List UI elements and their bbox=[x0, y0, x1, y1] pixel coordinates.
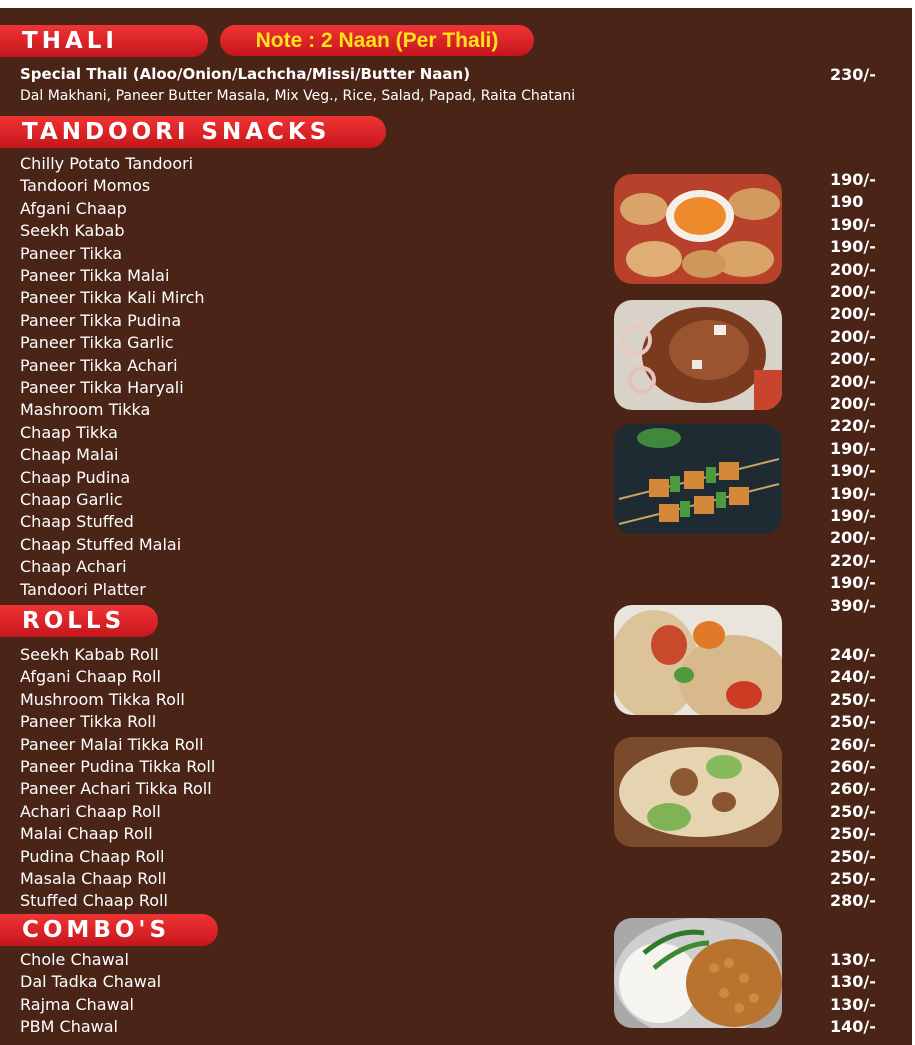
menu-item-name: Chaap Achari bbox=[20, 557, 127, 577]
menu-item-price: 390/- bbox=[830, 595, 876, 615]
skewer-photo bbox=[614, 424, 782, 534]
menu-item-price: 240/- bbox=[830, 667, 876, 687]
menu-item-name: Masala Chaap Roll bbox=[20, 869, 167, 888]
menu-item-name: PBM Chawal bbox=[20, 1017, 118, 1037]
menu-item-price: 260/- bbox=[830, 734, 876, 754]
menu-item-price: 190/- bbox=[830, 170, 876, 189]
menu-item-price: 200/- bbox=[830, 282, 876, 301]
tandoori-banner: TANDOORI SNACKS bbox=[0, 116, 386, 148]
chole-rice-photo bbox=[614, 918, 782, 1028]
menu-item-price: 220/- bbox=[830, 416, 876, 436]
menu-item-name: Seekh Kabab bbox=[20, 221, 125, 241]
menu-item-price: 130/- bbox=[830, 994, 876, 1014]
menu-item-price: 190/- bbox=[830, 438, 876, 458]
menu-item-price: 140/- bbox=[830, 1017, 876, 1037]
roll-photo bbox=[614, 605, 782, 715]
menu-item-price: 200/- bbox=[830, 394, 876, 413]
menu-item-name: Pudina Chaap Roll bbox=[20, 846, 165, 866]
menu-item-price: 250/- bbox=[830, 846, 876, 866]
combos-banner: COMBO'S bbox=[0, 914, 218, 946]
menu-item-price: 250/- bbox=[830, 712, 876, 732]
menu-item-price: 200/- bbox=[830, 349, 876, 369]
rolls-banner: ROLLS bbox=[0, 605, 158, 637]
menu-item-name: Paneer Achari Tikka Roll bbox=[20, 779, 212, 799]
menu-item-name: Chaap Pudina bbox=[20, 467, 131, 487]
menu-item-name: Chaap Garlic bbox=[20, 490, 123, 509]
menu-item-name: Paneer Pudina Tikka Roll bbox=[20, 757, 216, 776]
menu-item-price: 250/- bbox=[830, 824, 876, 844]
menu-item-name: Mushroom Tikka Roll bbox=[20, 689, 185, 709]
menu-item-name: Achari Chaap Roll bbox=[20, 801, 161, 821]
menu-item-price: 200/- bbox=[830, 326, 876, 346]
menu-item-price: 200/- bbox=[830, 304, 876, 324]
menu-item-price: 130/- bbox=[830, 950, 876, 969]
menu-item-price: 190/- bbox=[830, 573, 876, 593]
wrap-photo bbox=[614, 737, 782, 847]
menu-item-name: Paneer Tikka bbox=[20, 243, 123, 263]
menu-item-price: 190/- bbox=[830, 506, 876, 525]
menu-page bbox=[0, 8, 912, 1045]
menu-item-name: Afgani Chaap Roll bbox=[20, 667, 161, 687]
menu-item-price: 240/- bbox=[830, 645, 876, 664]
menu-item-name: Chole Chawal bbox=[20, 950, 129, 969]
menu-item-price: 260/- bbox=[830, 779, 876, 799]
menu-item-name: Paneer Tikka Roll bbox=[20, 712, 157, 732]
menu-item-price: 190/- bbox=[830, 483, 876, 503]
menu-item-name: Malai Chaap Roll bbox=[20, 824, 153, 844]
menu-item-name: Paneer Tikka Garlic bbox=[20, 333, 174, 353]
menu-item-name: Paneer Malai Tikka Roll bbox=[20, 734, 204, 754]
menu-item-name: Tandoori Platter bbox=[20, 579, 146, 599]
tikka-photo bbox=[614, 300, 782, 410]
menu-item-name: Paneer Tikka Kali Mirch bbox=[20, 288, 205, 308]
menu-item-price: 190/- bbox=[830, 237, 876, 257]
special-thali-description: Dal Makhani, Paneer Butter Masala, Mix Veg., Rice, Salad, Papad, Raita Chatani bbox=[20, 88, 576, 104]
menu-item-name: Dal Tadka Chawal bbox=[20, 972, 162, 992]
menu-item-price: 200/- bbox=[830, 371, 876, 391]
menu-item-name: Chaap Tikka bbox=[20, 422, 118, 442]
menu-item-name: Mashroom Tikka bbox=[20, 400, 151, 420]
menu-item-price: 200/- bbox=[830, 259, 876, 279]
menu-item-price: 250/- bbox=[830, 801, 876, 821]
menu-item-price: 190/- bbox=[830, 461, 876, 481]
menu-item-name: Rajma Chawal bbox=[20, 994, 134, 1014]
menu-item-name: Chaap Stuffed Malai bbox=[20, 534, 182, 554]
menu-item-name: Paneer Tikka Malai bbox=[20, 266, 170, 285]
menu-item-name: Stuffed Chaap Roll bbox=[20, 891, 168, 911]
menu-item-price: 190/- bbox=[830, 214, 876, 234]
menu-item-price: 130/- bbox=[830, 972, 876, 992]
special-thali-name: Special Thali (Aloo/Onion/Lachcha/Missi/Butter Naan) bbox=[20, 65, 471, 83]
menu-item-name: Tandoori Momos bbox=[20, 176, 151, 196]
menu-item-name: Seekh Kabab Roll bbox=[20, 645, 159, 664]
menu-item-name: Afgani Chaap bbox=[20, 198, 127, 218]
menu-item-price: 190 bbox=[830, 192, 864, 212]
menu-item-name: Paneer Tikka Haryali bbox=[20, 378, 184, 397]
menu-item-price: 280/- bbox=[830, 891, 876, 911]
menu-item-name: Paneer Tikka Achari bbox=[20, 355, 178, 375]
menu-item-price: 220/- bbox=[830, 550, 876, 570]
menu-item-name: Chaap Malai bbox=[20, 445, 119, 465]
special-thali-price: 230/- bbox=[830, 65, 876, 84]
menu-item-price: 200/- bbox=[830, 528, 876, 548]
menu-item-name: Paneer Tikka Pudina bbox=[20, 310, 182, 330]
menu-item-price: 250/- bbox=[830, 689, 876, 709]
momos-photo bbox=[614, 174, 782, 284]
menu-item-name: Chaap Stuffed bbox=[20, 512, 134, 532]
menu-item-name: Chilly Potato Tandoori bbox=[20, 154, 194, 173]
thali-note: Note : 2 Naan (Per Thali) bbox=[220, 25, 534, 56]
menu-item-price: 250/- bbox=[830, 869, 876, 888]
menu-item-price: 260/- bbox=[830, 757, 876, 776]
thali-banner: THALI bbox=[0, 25, 208, 57]
